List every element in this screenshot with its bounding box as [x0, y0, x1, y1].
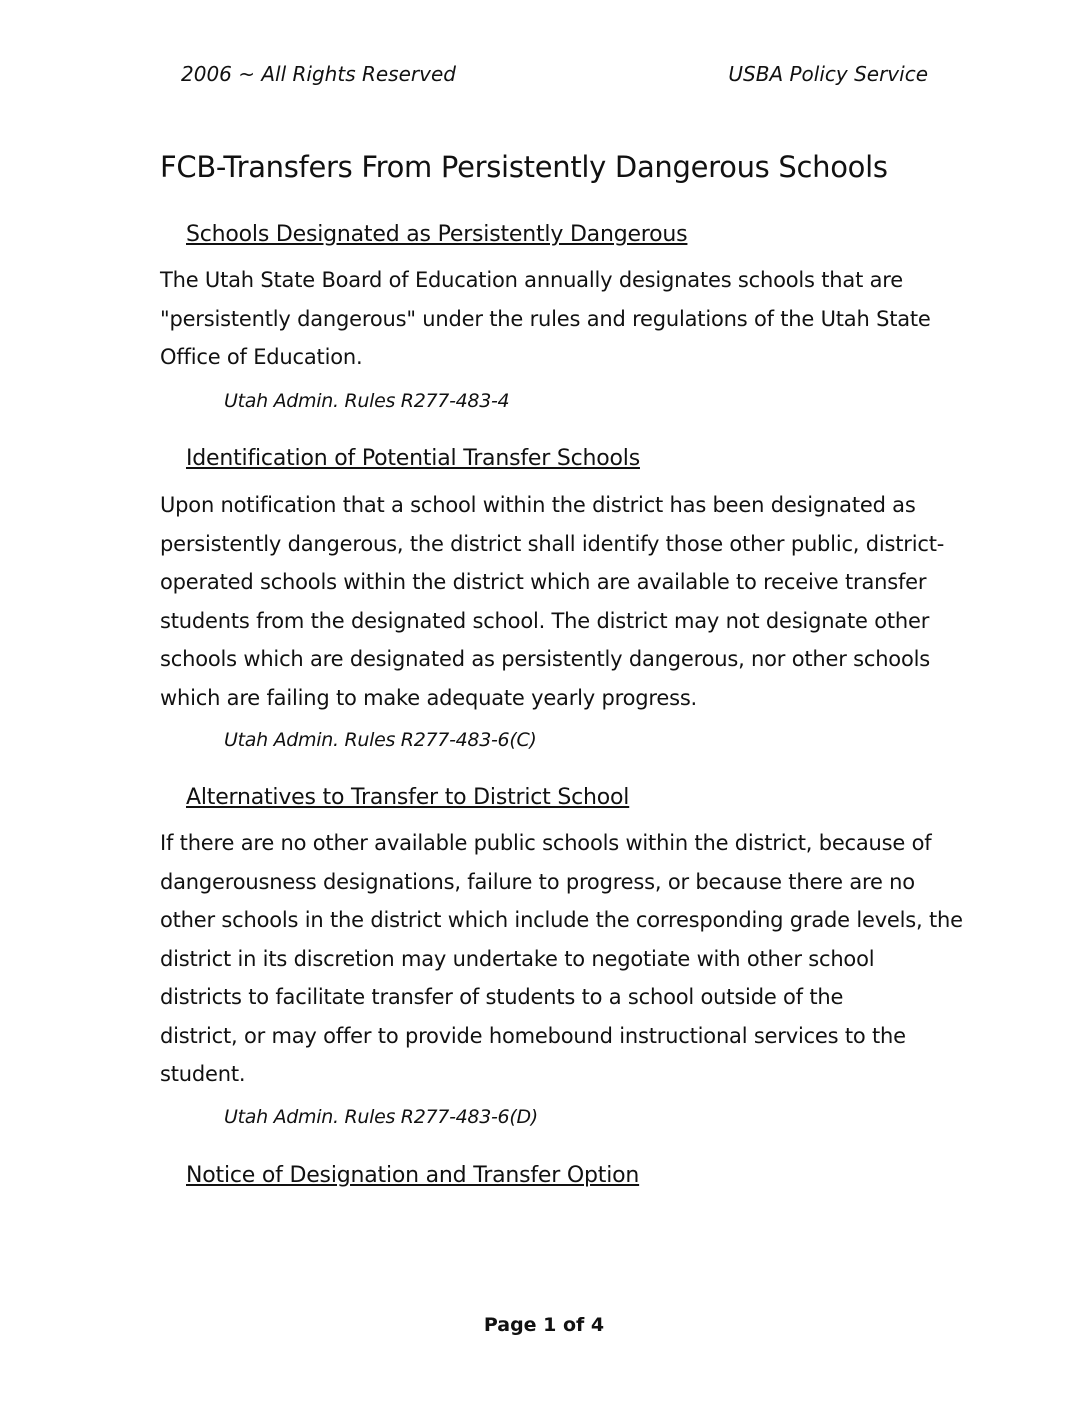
citation-designated: Utah Admin. Rules R277-483-4 — [224, 390, 510, 412]
header-copyright: 2006 ~ All Rights Reserved — [181, 62, 456, 86]
paragraph-line: districts to facilitate transfer of students to a school outside of the — [160, 985, 844, 1009]
paragraph-line: district in its discretion may undertake to negotiate with other school — [160, 946, 875, 971]
paragraph-line: If there are no other available public schools within the district, because of — [160, 831, 932, 855]
paragraph-line: persistently dangerous, the district shall identify those other public, district- — [160, 531, 945, 556]
section-heading-alternatives: Alternatives to Transfer to District School — [186, 785, 630, 810]
section-paragraph-identification — [160, 486, 945, 717]
paragraph-line: The Utah State Board of Education annually designates schools that are — [160, 268, 903, 292]
paragraph-line: dangerousness designations, failure to progress, or because there are no — [160, 869, 915, 894]
section-paragraph-designated — [160, 261, 930, 377]
section-heading-notice: Notice of Designation and Transfer Option — [186, 1163, 640, 1188]
paragraph-line: schools which are designated as persistently dangerous, nor other schools — [160, 647, 930, 671]
section-paragraph-alternatives — [160, 824, 963, 1094]
paragraph-line: district, or may offer to provide homebound instructional services to the — [160, 1023, 906, 1048]
paragraph-line: other schools in the district which include the corresponding grade levels, the — [160, 908, 963, 932]
paragraph-line: student. — [160, 1062, 246, 1086]
document-title: FCB-Transfers From Persistently Dangerous Schools — [160, 150, 888, 184]
page-number: Page 1 of 4 — [483, 1314, 605, 1336]
citation-alternatives: Utah Admin. Rules R277-483-6(D) — [224, 1106, 538, 1128]
paragraph-line: Office of Education. — [160, 345, 363, 369]
paragraph-line: Upon notification that a school within the district has been designated as — [160, 493, 916, 517]
section-heading-identification: Identification of Potential Transfer Schools — [186, 446, 640, 471]
paragraph-line: which are failing to make adequate yearly progress. — [160, 685, 698, 710]
citation-identification: Utah Admin. Rules R277-483-6(C) — [224, 729, 537, 751]
paragraph-line: operated schools within the district which are available to receive transfer — [160, 570, 927, 594]
section-heading-designated: Schools Designated as Persistently Dangerous — [186, 222, 688, 247]
header-service-name: USBA Policy Service — [728, 62, 928, 86]
paragraph-line: students from the designated school. The district may not designate other — [160, 608, 930, 633]
paragraph-line: "persistently dangerous" under the rules and regulations of the Utah State — [160, 306, 931, 331]
